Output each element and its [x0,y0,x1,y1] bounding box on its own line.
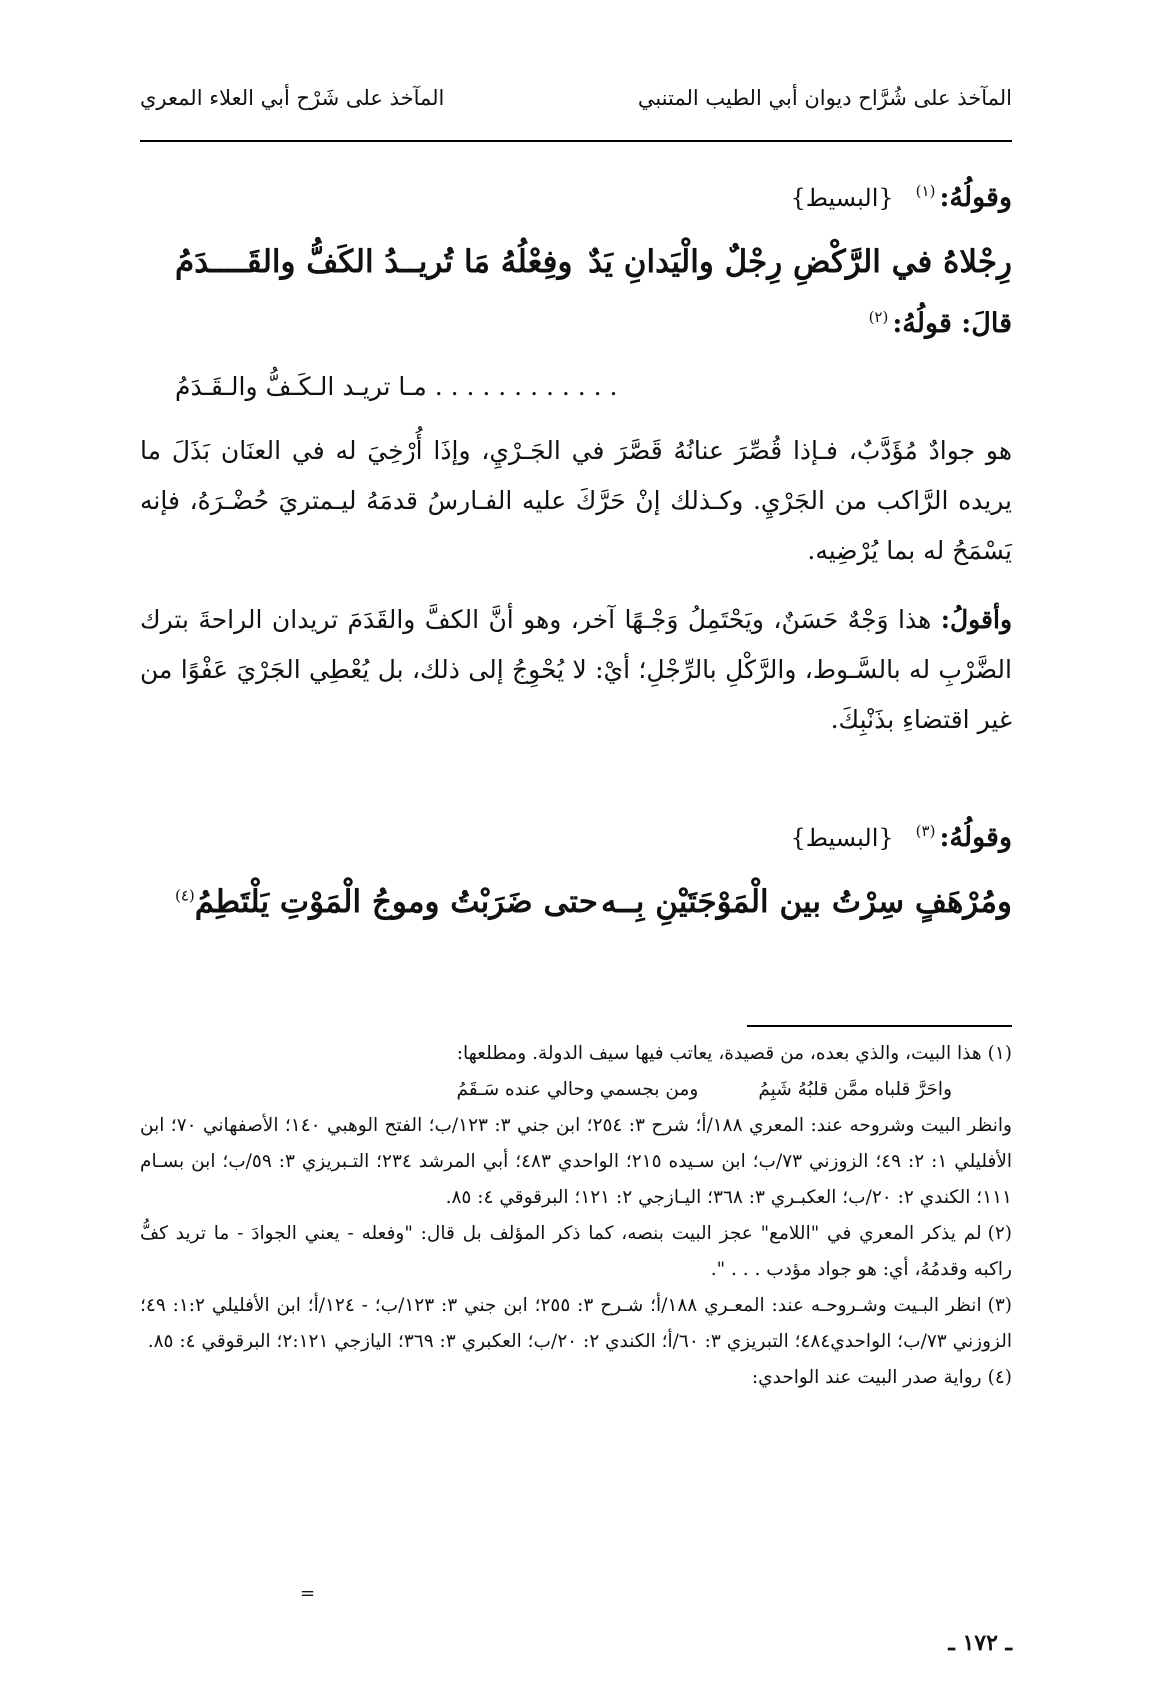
footnote-3 [140,1288,1012,1360]
intro-label: وقولُهُ: [939,182,1012,213]
footnote-ref-4: (٤) [175,886,195,905]
qal-line [865,308,1012,339]
footnote-3-number: (٣) [987,1295,1012,1316]
footnote-4 [140,1360,1012,1396]
footnote-2-text: لم يذكر المعري في "اللامع" عجز البيت بنصه، كما ذكر المؤلف بل قال: "وفعله - يعني الجوادَ - ما تريد كفُّ راكبه وقدمُهُ، أي: هو جواد مؤدب . . . ". [140,1223,1012,1280]
commentary-paragraph-1: هو جوادٌ مُؤَدَّبٌ، فـإذا قُصِّرَ عنانُهُ قَصَّرَ في الجَـرْيِ، وإذَا أُرْخِيَ له في العنَان بَذَلَ ما يريده الرَّاكب من الجَرْيِ. وكـذلك إنْ حَرَّكَ عليه الفـارسُ قدمَهُ ليـمتريَ حُضْـرَهُ، فإنه يَسْمَحُ له بما يُرْضِيه. [140,436,1013,565]
meter-label: {البسيط} [790,184,894,212]
verse-intro-1 [790,182,1012,213]
footnote-ref-3: (٣) [915,822,936,840]
verse-2-second-hemistich [175,884,598,920]
page-number: ـ ١٧٢ ـ [948,1630,1012,1656]
footnote-2 [140,1216,1012,1288]
verse-2-second-text: حتى ضَرَبْتُ وموجُ الْمَوْتِ يَلْتَطِمُ [194,884,598,920]
verse-2-first-hemistich: ومُرْهَفٍ سِرْتُ بين الْمَوْجَتَيْنِ بِــه [600,884,1012,920]
footnote-1-verse-second: ومن بجسمي وحالي عنده سَـقَمُ [456,1079,699,1100]
footnote-ref-1: (١) [915,182,936,200]
footnote-1-references: وانظر البيت وشروحه عند: المعري ١٨٨/أ؛ شرح ٣: ٢٥٤؛ ابن جني ٣: ١٢٣/ب؛ الفتح الوهبي ١٤٠؛ الأصفهاني ٧٠؛ ابن الأفليلي ١: ٢: ٤٩؛ الزوزني ٧٣/ب؛ ابن سـيده ٢١٥؛ الواحدي ٤٨٣؛ أبي المرشد ٢٣٤؛ التـبريزي ٣: ٥٩/ب؛ ابن بسـام ١١١؛ الكندي ٢: ٢٠/ب؛ العكبـري ٣: ٣٦٨؛ اليـازجي ٢: ١٢١؛ البرقوقي ٤: ٨٥. [140,1115,1013,1208]
footnote-ref-2: (٢) [868,308,889,326]
qal-label: قالَ: قولُهُ: [892,308,1012,339]
running-header-chapter-title: المآخذ على شَرْح أبي العلاء المعري [140,86,445,110]
aqulu-label: وأقولُ: [940,605,1013,634]
meter-label-2: {البسيط} [790,824,894,852]
commentary-paragraph-2-text: هذا وَجْهٌ حَسَنٌ، ويَحْتَمِلُ وَجْـهًا آخر، وهو أنَّ الكفَّ والقَدَمَ تريدان الراحةَ بترك الضَّرْبِ له بالسَّـوط، والرَّكْلِ بالرِّجْلِ؛ أيْ: لا يُحْوِجُ إلى ذلك، بل يُعْطِي الجَرْيَ عَفْوًا من غير اقتضاءِ بذَنْبِكَ. [140,605,1012,734]
elided-verse-line: . . . . . . . . . . . . مـا تريـد الـكَـفُّ والـقَـدَمُ [175,372,618,401]
footnote-rule [747,1025,1012,1027]
footnote-2-number: (٢) [987,1223,1012,1244]
footnote-4-number: (٤) [987,1367,1012,1388]
footnote-1-verse-first: واحَرَّ قلباه ممَّن قلبُهُ شَبِمُ [758,1079,952,1100]
footnote-1-text: هذا البيت، والذي بعده، من قصيدة، يعاتب فيها سيف الدولة. ومطلعها: [456,1043,982,1064]
footnote-1 [140,1036,1012,1072]
verse-1-first-hemistich: رِجْلاهُ في الرَّكْضِ رِجْلٌ والْيَدانِ يَدٌ [588,244,1012,280]
intro-label-2: وقولُهُ: [939,822,1012,853]
footnote-1-number: (١) [987,1043,1012,1064]
verse-intro-2 [790,822,1012,853]
running-header-book-title: المآخذ على شُرَّاح ديوان أبي الطيب المتنبي [637,86,1012,110]
footnotes [140,1036,1012,1396]
header-rule [140,140,1012,142]
commentary-paragraph-2 [140,595,1012,745]
verse-1-second-hemistich: وفِعْلُهُ مَا تُريــدُ الكَفُّ والقَــــدَمُ [175,244,573,280]
footnote-1-verse [140,1072,1012,1108]
footnote-3-text: انظر البـيت وشـروحـه عند: المعـري ١٨٨/أ؛ شـرح ٣: ٢٥٥؛ ابن جني ٣: ١٢٣/ب؛ - ١٢٤/أ؛ ابن الأفليلي ١:٢: ٤٩؛ الزوزني ٧٣/ب؛ الواحدي٤٨٤؛ التبريزي ٣: ٦٠/أ؛ الكندي ٢: ٢٠/ب؛ العكبري ٣: ٣٦٩؛ اليازجي ٢:١٢١؛ البرقوقي ٤: ٨٥. [140,1295,1012,1352]
footnote-4-text: رواية صدر البيت عند الواحدي: [751,1367,982,1388]
continuation-mark: = [300,1583,316,1604]
